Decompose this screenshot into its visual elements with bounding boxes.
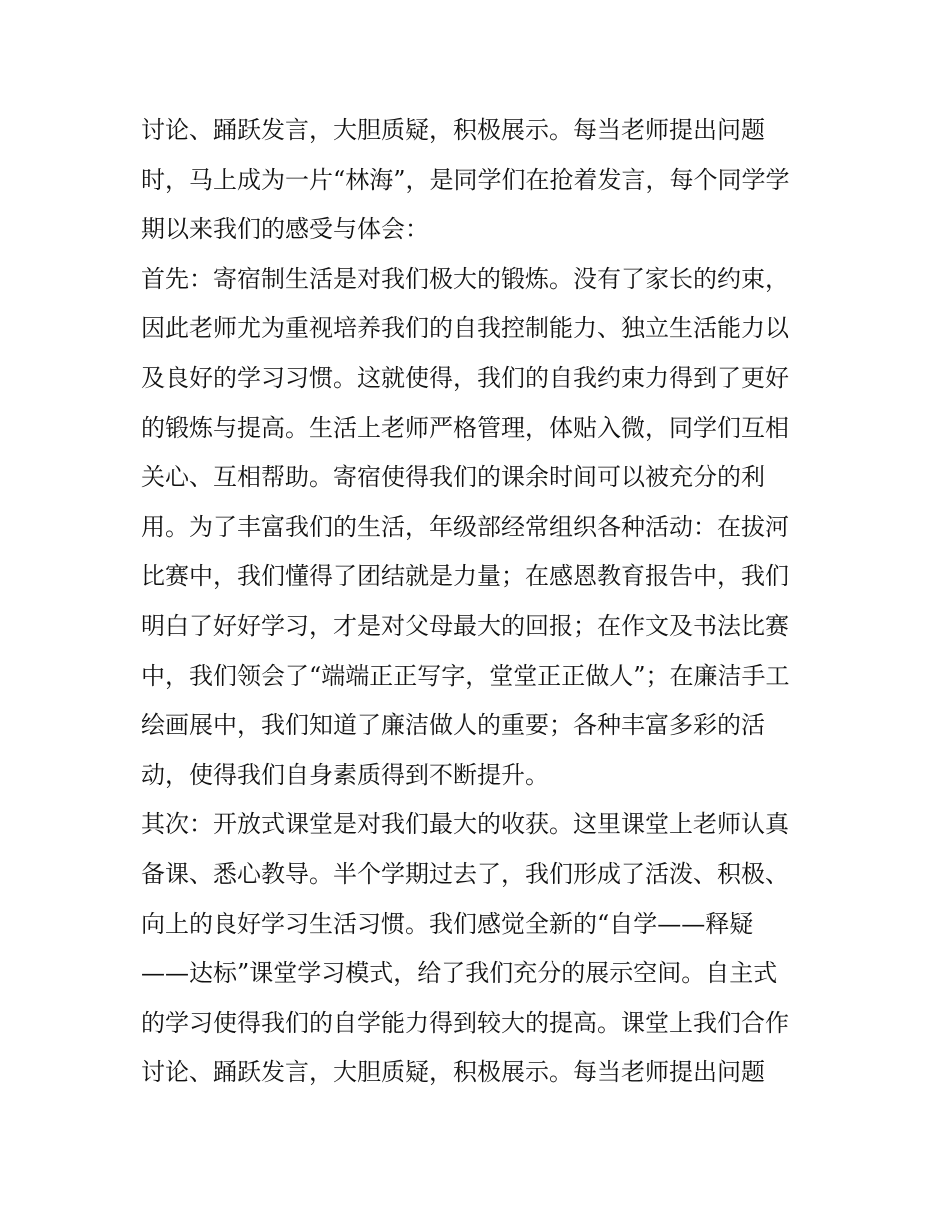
text-line: 时，马上成为一片“林海”，是同学们在抢着发言，每个同学学 [141,165,790,194]
text-line: 的锻炼与提高。生活上老师严格管理，体贴入微，同学们互相 [141,413,789,442]
text-line: 因此老师尤为重视培养我们的自我控制能力、独立生活能力以 [141,314,789,343]
text-line: ——达标”课堂学习模式，给了我们充分的展示空间。自主式 [141,959,778,988]
text-line: 的学习使得我们的自学能力得到较大的提高。课堂上我们合作 [141,1008,789,1037]
text-line: 备课、悉心教导。半个学期过去了，我们形成了活泼、积极、 [141,859,789,888]
text-line: 及良好的学习习惯。这就使得，我们的自我约束力得到了更好 [141,363,789,392]
text-line: 讨论、踊跃发言，大胆质疑，积极展示。每当老师提出问题 [141,116,765,144]
text-line: 首先：寄宿制生活是对我们极大的锻炼。没有了家长的约束， [141,264,789,293]
text-line: 关心、互相帮助。寄宿使得我们的课余时间可以被充分的利 [141,463,765,492]
text-line: 比赛中，我们懂得了团结就是力量；在感恩教育报告中，我们 [141,562,789,591]
body-text [141,106,831,1098]
text-line: 期以来我们的感受与体会： [141,215,429,244]
text-line: 中，我们领会了“端端正正写字，堂堂正正做人”；在廉洁手工 [141,661,790,690]
text-line: 其次：开放式课堂是对我们最大的收获。这里课堂上老师认真 [141,810,789,839]
text-line: 明白了好好学习，才是对父母最大的回报；在作文及书法比赛 [141,611,789,640]
text-line: 绘画展中，我们知道了廉洁做人的重要；各种丰富多彩的活 [141,711,765,740]
text-line: 向上的良好学习生活习惯。我们感觉全新的“自学——释疑 [141,909,754,938]
text-line: 动，使得我们自身素质得到不断提升。 [141,760,549,789]
text-line: 用。为了丰富我们的生活，年级部经常组织各种活动：在拔河 [141,512,789,541]
text-line: 讨论、踊跃发言，大胆质疑，积极展示。每当老师提出问题 [141,1058,765,1087]
